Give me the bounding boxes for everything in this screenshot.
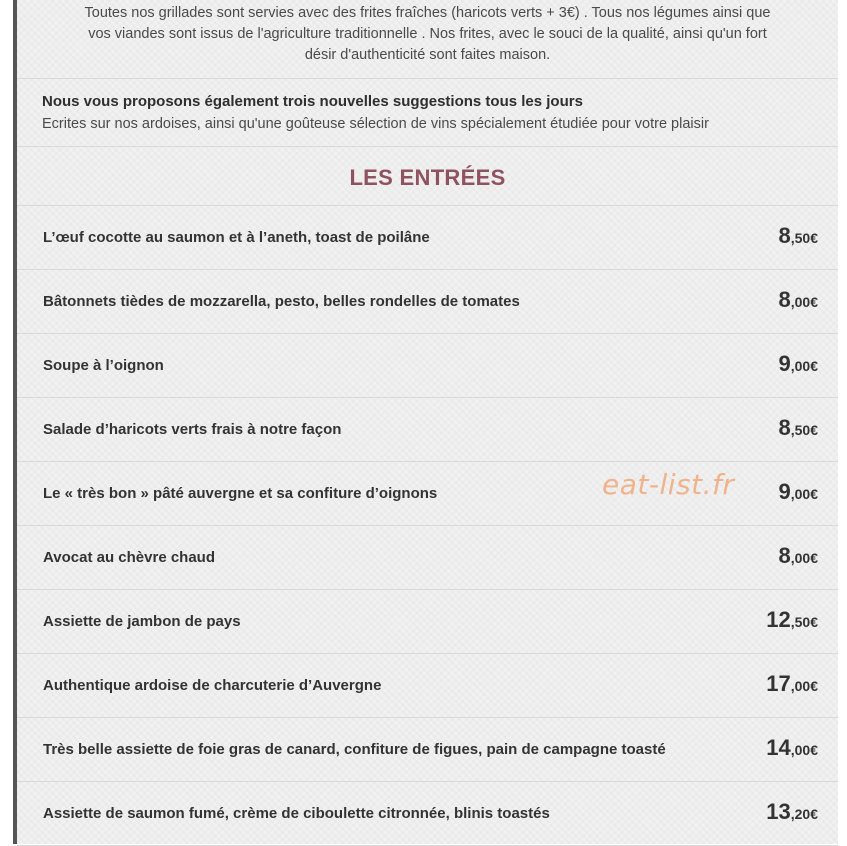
dish-row xyxy=(17,398,838,462)
dish-row xyxy=(17,270,838,334)
menu-panel xyxy=(17,0,838,844)
dish-price xyxy=(779,351,819,377)
dish-price xyxy=(766,799,818,825)
dish-row xyxy=(17,590,838,654)
price-cents: ,50€ xyxy=(790,230,818,246)
dish-row xyxy=(17,718,838,782)
dish-name: Salade d’haricots verts frais à notre façon xyxy=(43,421,342,438)
dish-name: Très belle assiette de foie gras de canard, confiture de figues, pain de campagne toasté xyxy=(43,741,666,758)
price-cents: ,20€ xyxy=(790,806,818,822)
dish-name: Assiette de saumon fumé, crème de ciboulette citronnée, blinis toastés xyxy=(43,805,550,822)
price-cents: ,00€ xyxy=(790,294,818,310)
section-title-entrees: LES ENTRÉES xyxy=(17,147,838,206)
dish-price xyxy=(779,543,819,569)
dish-price xyxy=(779,223,819,249)
price-euros: 17 xyxy=(766,671,791,696)
dish-price xyxy=(766,607,818,633)
dish-name: Avocat au chèvre chaud xyxy=(43,549,216,566)
price-cents: ,00€ xyxy=(790,486,818,502)
dish-row xyxy=(17,782,838,846)
price-cents: ,50€ xyxy=(790,614,818,630)
dish-name: L’œuf cocotte au saumon et à l’aneth, toast de poilâne xyxy=(43,229,430,246)
intro-line-1: Toutes nos grillades sont servies avec des frites fraîches (haricots verts + 3€) . Tous nos légumes ainsi que xyxy=(84,5,771,21)
price-euros: 8 xyxy=(778,223,791,248)
price-cents: ,00€ xyxy=(790,358,818,374)
intro-line-2: vos viandes sont issus de l'agriculture traditionnelle . Nos frites, avec le souci de la qualité, ainsi qu'un fort xyxy=(88,26,767,42)
dish-price xyxy=(779,287,819,313)
price-euros: 8 xyxy=(778,543,791,568)
dish-price xyxy=(766,671,818,697)
dish-price xyxy=(779,479,819,505)
dish-row xyxy=(17,334,838,398)
dish-price xyxy=(766,735,818,761)
suggestions-title: Nous vous proposons également trois nouvelles suggestions tous les jours xyxy=(42,93,583,110)
price-cents: ,00€ xyxy=(790,678,818,694)
dish-price xyxy=(779,415,819,441)
price-euros: 8 xyxy=(778,287,791,312)
price-euros: 8 xyxy=(778,415,791,440)
dish-row xyxy=(17,206,838,270)
dish-name: Soupe à l’oignon xyxy=(43,357,164,374)
dish-name: Bâtonnets tièdes de mozzarella, pesto, belles rondelles de tomates xyxy=(43,293,520,310)
suggestions-subtitle: Ecrites sur nos ardoises, ainsi qu'une goûteuse sélection de vins spécialement étudiée pour votre plaisir xyxy=(42,116,709,132)
intro-line-3: désir d'authenticité sont faites maison. xyxy=(304,47,551,63)
dish-row xyxy=(17,654,838,718)
price-cents: ,00€ xyxy=(790,742,818,758)
price-euros: 13 xyxy=(766,799,791,824)
price-euros: 9 xyxy=(778,351,791,376)
price-euros: 14 xyxy=(766,735,791,760)
dish-row xyxy=(17,526,838,590)
suggestions-block xyxy=(17,79,838,147)
dish-name: Le « très bon » pâté auvergne et sa confiture d’oignons xyxy=(43,485,438,502)
watermark-logo: eat-list.fr xyxy=(602,468,735,501)
price-euros: 12 xyxy=(766,607,791,632)
price-euros: 9 xyxy=(778,479,791,504)
intro-text-block xyxy=(17,0,838,79)
price-cents: ,50€ xyxy=(790,422,818,438)
dish-name: Authentique ardoise de charcuterie d’Auvergne xyxy=(43,677,382,694)
dish-name: Assiette de jambon de pays xyxy=(43,613,241,630)
price-cents: ,00€ xyxy=(790,550,818,566)
